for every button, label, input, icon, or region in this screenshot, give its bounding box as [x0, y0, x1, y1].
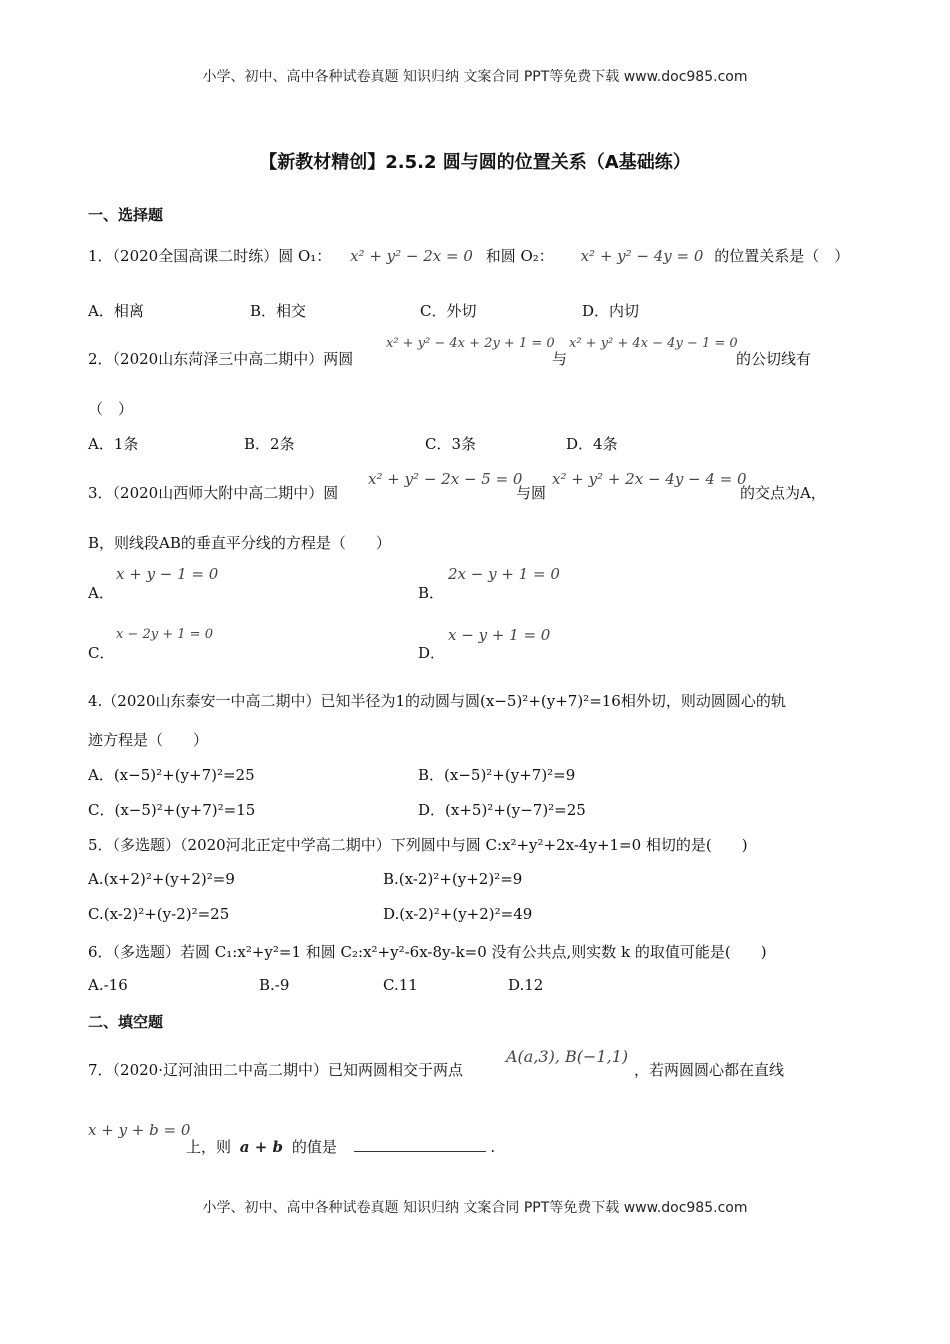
- section-fill: 二、填空题: [88, 1013, 164, 1031]
- equation: x² + y² − 2x = 0: [350, 247, 473, 265]
- option-a: A．相离: [88, 302, 144, 320]
- question-5: 5．（多选题）（2020河北正定中学高二期中）下列圆中与圆 C:x²+y²+2x-4y+1=0 相切的是( ): [88, 836, 748, 854]
- question-6: 6．（多选题）若圆 C₁:x²+y²=1 和圆 C₂:x²+y²-6x-8y-k=0 没有公共点,则实数 k 的取值可能是( ): [88, 943, 767, 961]
- option-d: D.12: [508, 976, 544, 994]
- equation: x² + y² + 4x − 4y − 1 = 0: [569, 336, 738, 351]
- equation: A(a,3), B(−1,1): [506, 1047, 629, 1066]
- question-tail: ，若两圆圆心都在直线: [634, 1061, 785, 1079]
- option-a: A.(x+2)²+(y+2)²=9: [88, 870, 235, 888]
- question-tail: 的公切线有: [736, 350, 812, 368]
- option-a: A．1条: [88, 435, 139, 453]
- option-a-equation: x + y − 1 = 0: [116, 565, 219, 583]
- option-c: C．(x−5)²+(y+7)²=15: [88, 801, 256, 819]
- question-4-cont: 迹方程是（ ）: [88, 731, 209, 749]
- equation: x + y + b = 0: [88, 1121, 191, 1139]
- equation: a + b: [239, 1138, 284, 1156]
- page-title: 【新教材精创】2.5.2 圆与圆的位置关系（A基础练）: [259, 152, 691, 173]
- option-b-equation: 2x − y + 1 = 0: [448, 565, 560, 583]
- option-a: A．(x−5)²+(y+7)²=25: [88, 766, 255, 784]
- question-tail: 的交点为A，: [740, 484, 826, 502]
- page-footer: 小学、初中、高中各种试卷真题 知识归纳 文案合同 PPT等免费下载 www.doc985.com: [202, 1200, 748, 1216]
- option-b: B．2条: [244, 435, 295, 453]
- option-a-label: A．: [88, 584, 114, 602]
- option-c-equation: x − 2y + 1 = 0: [116, 627, 213, 642]
- question-7-cont: 上，则 a + b 的值是 .: [186, 1138, 496, 1156]
- option-b: B.-9: [259, 976, 290, 994]
- equation: x² + y² + 2x − 4y − 4 = 0: [552, 470, 747, 488]
- option-c: C．外切: [420, 302, 477, 320]
- equation: x² + y² − 4x + 2y + 1 = 0: [386, 336, 555, 351]
- option-c: C.11: [383, 976, 418, 994]
- option-d: D．内切: [582, 302, 640, 320]
- question-3-cont: B，则线段AB的垂直平分线的方程是（ ）: [88, 534, 391, 552]
- option-c-label: C．: [88, 644, 115, 662]
- option-b: B.(x-2)²+(y+2)²=9: [383, 870, 523, 888]
- option-a: A.-16: [88, 976, 128, 994]
- question-1: 1．（2020全国高课二时练）圆 O₁： x² + y² − 2x = 0 和圆 O₂： x² + y² − 4y = 0 的位置关系是（ ）: [88, 247, 850, 265]
- option-b: B．相交: [250, 302, 307, 320]
- option-d-equation: x − y + 1 = 0: [448, 626, 551, 644]
- option-d: D．4条: [566, 435, 618, 453]
- question-4: 4.（2020山东泰安一中高二期中）已知半径为1的动圆与圆(x−5)²+(y+7)²=16相外切，则动圆圆心的轨: [88, 692, 786, 710]
- equation: x² + y² − 2x − 5 = 0: [368, 470, 523, 488]
- option-d-label: D．: [418, 644, 446, 662]
- question-3: 3．（2020山西师大附中高二期中）圆: [88, 484, 339, 502]
- connector-text: 与圆: [516, 484, 547, 502]
- question-7: 7．（2020·辽河油田二中高二期中）已知两圆相交于两点: [88, 1061, 463, 1079]
- page-header: 小学、初中、高中各种试卷真题 知识归纳 文案合同 PPT等免费下载 www.doc985.com: [202, 69, 748, 85]
- connector-text: 与: [552, 350, 568, 368]
- option-b: B．(x−5)²+(y+7)²=9: [418, 766, 576, 784]
- section-choice: 一、选择题: [88, 206, 164, 224]
- option-c: C.(x-2)²+(y-2)²=25: [88, 905, 230, 923]
- equation: x² + y² − 4y = 0: [580, 247, 704, 265]
- answer-blank[interactable]: [354, 1137, 486, 1152]
- option-d: D.(x-2)²+(y+2)²=49: [383, 905, 533, 923]
- option-b-label: B．: [418, 584, 445, 602]
- question-2: 2．（2020山东菏泽三中高二期中）两圆: [88, 350, 354, 368]
- option-d: D．(x+5)²+(y−7)²=25: [418, 801, 586, 819]
- answer-paren: （ ）: [88, 400, 134, 418]
- option-c: C．3条: [425, 435, 477, 453]
